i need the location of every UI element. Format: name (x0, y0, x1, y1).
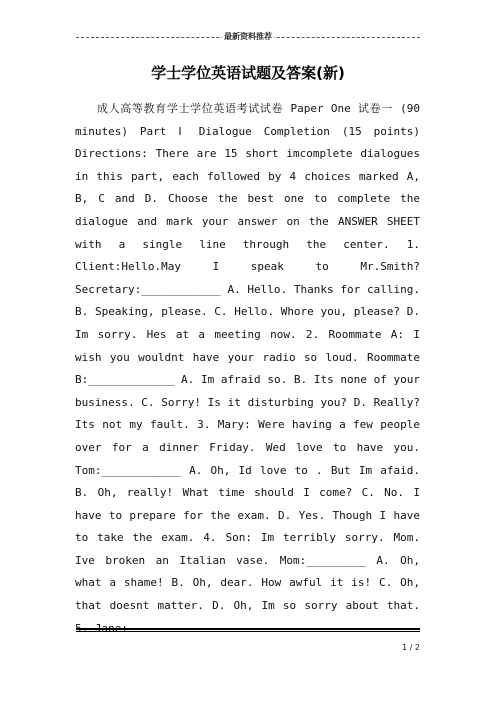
footer-rule-thin (76, 631, 420, 632)
document-title: 学士学位英语试题及答案(新) (151, 64, 345, 82)
header-label-text: 最新资料推荐 (224, 32, 272, 41)
header-label (0, 31, 496, 42)
document-body: 成人高等教育学士学位英语考试试卷 Paper One 试卷一 (90 minutes) Part Ⅰ Dialogue Completion (15 points) Directions: There are 15 short imcomplete dialogues in this part, each followed by 4 choices marked A, B, C and D. Choose the best one to complete the dialogue and mark your answer on the ANSWER SHEET with a single line through the center. 1. Client:Hello.May I speak to Mr.Smith?Secretary:____________ A. Hello. Thanks for calling. B. Speaking, please. C. Hello. Whore you, please? D. Im sorry. Hes at a meeting now. 2. Roommate A: I wish you wouldnt have your radio so loud. Roommate B:_____________ A. Im afraid so. B. Its none of your business. C. Sorry! Is it disturbing you? D. Really? Its not my fault. 3. Mary: Were having a few people over for a dinner Friday. Wed love to have you. Tom:____________ A. Oh, Id love to . But Im afaid. B. Oh, really! What time should I come? C. No. I have to prepare for the exam. D. Yes. Though I have to take the exam. 4. Son: Im terribly sorry. Mom. Ive broken an Italian vase. Mom:_________ A. Oh, what a shame! B. Oh, dear. How awful it is! C. Oh, that doesnt matter. D. Oh, Im so sorry about that. (75, 102, 420, 613)
page-number: 1 / 2 (402, 643, 420, 652)
footer-rule (76, 628, 420, 630)
